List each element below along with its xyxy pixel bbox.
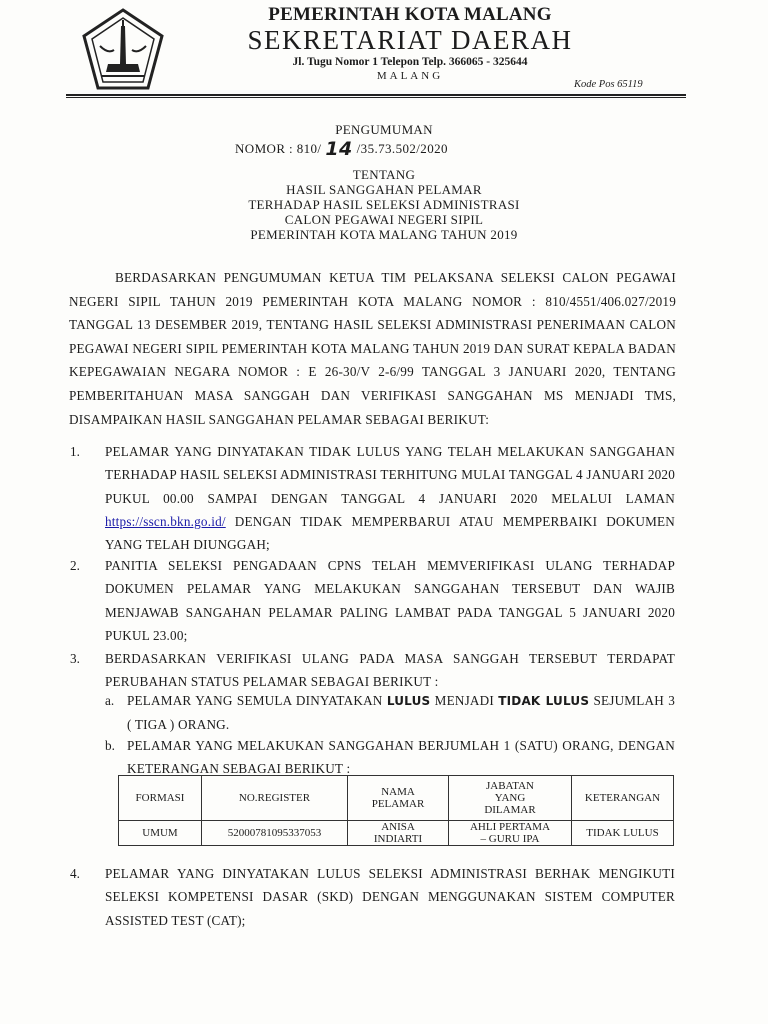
announcement-number: NOMOR : 810/ 14 /35.73.502/2020 bbox=[235, 138, 448, 160]
results-table bbox=[118, 775, 674, 846]
tentang-label: TENTANG bbox=[352, 167, 416, 182]
cell-nama: ANISA INDIARTI bbox=[348, 821, 449, 846]
item-number: 3. bbox=[70, 651, 80, 666]
table-row bbox=[119, 821, 674, 846]
sub-item-b-text: PELAMAR YANG MELAKUKAN SANGGAHAN BERJUMLAH 1 (SATU) ORANG, DENGAN KETERANGAN SEBAGAI BERIKUT : bbox=[127, 738, 675, 777]
header-jabatan: JABATAN YANG DILAMAR bbox=[449, 776, 572, 821]
letterhead-rule-thin bbox=[66, 97, 686, 98]
cell-jabatan: AHLI PERTAMA – GURU IPA bbox=[449, 821, 572, 846]
sub-item-label: a. bbox=[105, 693, 115, 708]
cell-register: 52000781095337053 bbox=[202, 821, 348, 846]
letterhead-address: Jl. Tugu Nomor 1 Telepon Telp. 366065 - 325644 bbox=[292, 56, 528, 68]
item-number: 1. bbox=[70, 444, 80, 459]
table-header-row bbox=[119, 776, 674, 821]
item-2-text: PANITIA SELEKSI PENGADAAN CPNS TELAH MEMVERIFIKASI ULANG TERHADAP DOKUMEN PELAMAR YANG MELAKUKAN SANGGAHAN TERSEBUT DAN WAJIB MENJAWAB SANGAHAN PELAMAR PALING LAMBAT PADA TANGGAL 5 JANUARI 2020 PUKUL 23.00; bbox=[105, 558, 675, 643]
sub-item-a-text: PELAMAR YANG SEMULA DINYATAKAN LULUS MENJADI TIDAK LULUS SEJUMLAH 3 ( TIGA ) ORANG. bbox=[127, 693, 675, 733]
item-3-text: BERDASARKAN VERIFIKASI ULANG PADA MASA SANGGAH TERSEBUT TERDAPAT PERUBAHAN STATUS PELAMAR SEBAGAI BERIKUT : bbox=[105, 651, 675, 690]
item-number: 4. bbox=[70, 866, 80, 881]
item-1-text: PELAMAR YANG DINYATAKAN TIDAK LULUS YANG TELAH MELAKUKAN SANGGAHAN TERHADAP HASIL SELEKSI ADMINISTRASI TERHITUNG MULAI TANGGAL 4 JANUARI 2020 PUKUL 00.00 SAMPAI DENGAN TANGGAL 4 JANUARI 2020 MELALUI LAMAN https://sscn.bkn.go.id/ DENGAN TIDAK MEMPERBARUI ATAU MEMPERBAIKI DOKUMEN YANG TELAH DIUNGGAH; bbox=[105, 444, 675, 553]
sub-item-label: b. bbox=[105, 738, 115, 753]
intro-paragraph: BERDASARKAN PENGUMUMAN KETUA TIM PELAKSANA SELEKSI CALON PEGAWAI NEGERI SIPIL TAHUN 2019 PEMERINTAH KOTA MALANG NOMOR : 810/4551/406.027/2019 TANGGAL 13 DESEMBER 2019, TENTANG HASIL SELEKSI ADMINISTRASI PENERIMAAN CALON PEGAWAI NEGERI SIPIL PEMERINTAH KOTA MALANG TAHUN 2019 DAN SURAT KEPALA BADAN KEPEGAWAIAN NEGARA NOMOR : E 26-30/V 2-6/99 TANGGAL 3 JANUARI 2020, TENTANG PEMBERITAHUAN MASA SANGGAH DAN VERIFIKASI SANGGAHAN MS MENJADI TMS, DISAMPAIKAN HASIL SANGGAHAN PELAMAR SEBAGAI BERIKUT: bbox=[69, 270, 676, 427]
header-formasi: FORMASI bbox=[119, 776, 202, 821]
subject-line: TERHADAP HASIL SELEKSI ADMINISTRASI bbox=[248, 197, 520, 212]
postal-code: Kode Pos 65119 bbox=[574, 79, 643, 90]
cell-formasi: UMUM bbox=[119, 821, 202, 846]
handwritten-number: 14 bbox=[325, 138, 353, 160]
subject-line: HASIL SANGGAHAN PELAMAR bbox=[286, 182, 482, 197]
letterhead-office: SEKRETARIAT DAERAH bbox=[247, 25, 573, 55]
letterhead-rule bbox=[66, 94, 686, 96]
header-nama: NAMA PELAMAR bbox=[348, 776, 449, 821]
sscn-link[interactable]: https://sscn.bkn.go.id/ bbox=[105, 513, 226, 529]
item-number: 2. bbox=[70, 558, 80, 573]
subject-line: PEMERINTAH KOTA MALANG TAHUN 2019 bbox=[250, 227, 518, 242]
city-emblem-icon bbox=[78, 6, 168, 98]
cell-keterangan: TIDAK LULUS bbox=[572, 821, 674, 846]
letterhead-city: MALANG bbox=[376, 70, 444, 82]
header-keterangan: KETERANGAN bbox=[572, 776, 674, 821]
header-register: NO.REGISTER bbox=[202, 776, 348, 821]
item-4-text: PELAMAR YANG DINYATAKAN LULUS SELEKSI ADMINISTRASI BERHAK MENGIKUTI SELEKSI KOMPETENSI DASAR (SKD) DENGAN MENGGUNAKAN SISTEM COMPUTER ASSISTED TEST (CAT); bbox=[105, 866, 675, 928]
subject-line: CALON PEGAWAI NEGERI SIPIL bbox=[284, 212, 484, 227]
announcement-heading: PENGUMUMAN bbox=[335, 122, 433, 137]
letterhead-government: PEMERINTAH KOTA MALANG bbox=[268, 4, 552, 25]
